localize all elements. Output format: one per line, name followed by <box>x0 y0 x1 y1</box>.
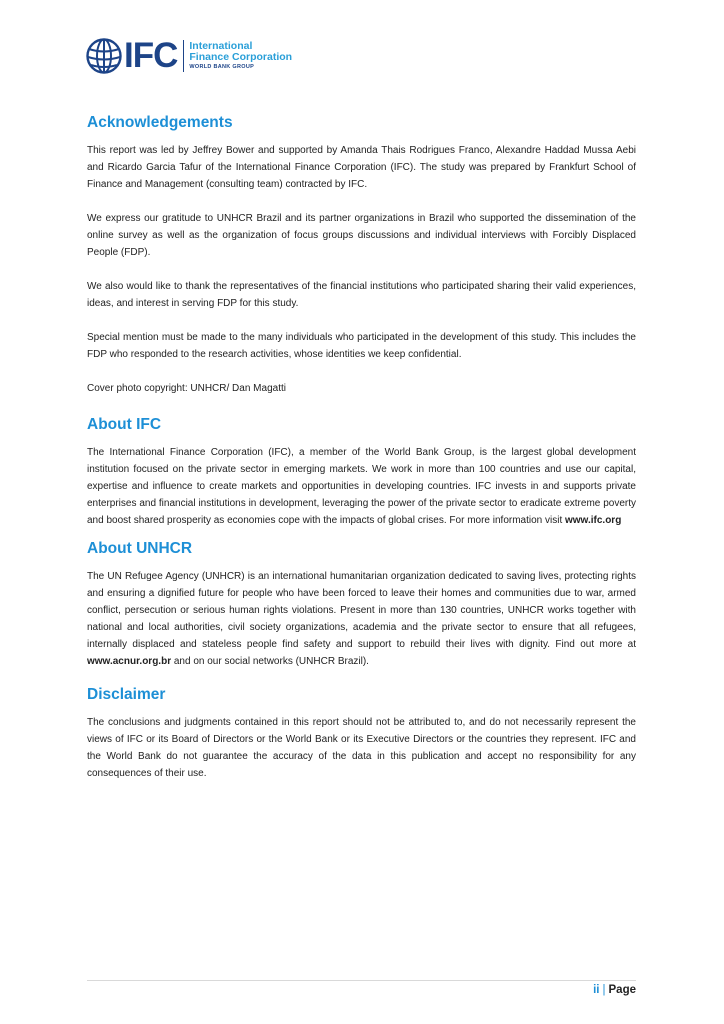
acknowledgements-heading: Acknowledgements <box>87 114 233 131</box>
about-ifc-heading: About IFC <box>87 416 162 433</box>
about-unhcr-heading: About UNHCR <box>87 540 193 557</box>
cover-photo-credit: Cover photo copyright: UNHCR/ Dan Magatti <box>87 383 286 394</box>
disclaimer-paragraph: The conclusions and judgments contained in this report should not be attributed to, and do not necessarily represent the views of IFC or its Board of Directors or the World Bank or its Executive Directors or the countries they represent. IFC and the World Bank do not guarantee the accuracy of the data in this publication and accept no responsibility for any consequences of their use. <box>87 717 636 779</box>
ifc-logo <box>86 36 292 76</box>
logo-divider <box>183 40 184 72</box>
world-bank-globe-icon <box>86 38 122 74</box>
about-ifc-text: The International Finance Corporation (IFC), a member of the World Bank Group, is the largest global development institution focused on the private sector in emerging markets. We work in more than 100 countries and use our capital, expertise and influence to create markets and opportunities in developing countries. IFC invests in and supports private enterprises and financial institutions in development, leveraging the power of the private sector to eradicate extreme poverty and boost shared prosperity as economies cope with the impacts of global crises. For more information visit <box>87 447 636 526</box>
main-content <box>87 112 636 782</box>
acknowledgements-paragraph-3: We also would like to thank the representatives of the financial institutions who participated sharing their valid experiences, ideas, and interest in serving FDP for this study. <box>87 281 636 309</box>
logo-line-world-bank-group: WORLD BANK GROUP <box>189 63 255 70</box>
logo-line-international: International <box>189 39 253 52</box>
acnur-website-link[interactable]: www.acnur.org.br <box>87 656 172 667</box>
about-unhcr-text: The UN Refugee Agency (UNHCR) is an international humanitarian organization dedicated to saving lives, protecting rights and ensuring a dignified future for people who have been forced to leave their homes and communities due to war, armed conflict, persecution or serious human rights violations. Present in more than 130 countries, UNHCR works together with national and local authorities, civil society organizations, academia and the private sector to ensure that all refugees, internally displaced and stateless people find safety and support to rebuild their lives with dignity. Find out more at <box>87 571 636 650</box>
logo-line-finance-corporation: Finance Corporation <box>189 50 293 63</box>
page-footer <box>593 984 636 996</box>
acknowledgements-section <box>87 112 636 397</box>
ifc-website-link[interactable]: www.ifc.org <box>565 515 622 526</box>
disclaimer-section <box>87 684 636 782</box>
about-ifc-section <box>87 414 636 529</box>
about-unhcr-section <box>87 538 636 670</box>
page-number: ii <box>593 984 600 996</box>
footer-separator: | <box>602 984 606 996</box>
disclaimer-heading: Disclaimer <box>87 686 166 703</box>
logo-wordmark: IFC <box>124 36 178 75</box>
about-unhcr-text-end: and on our social networks (UNHCR Brazil). <box>171 656 369 667</box>
footer-rule <box>87 980 636 981</box>
about-ifc-paragraph <box>87 444 636 529</box>
page-label: Page <box>608 984 636 996</box>
acknowledgements-paragraph-1: This report was led by Jeffrey Bower and supported by Amanda Thais Rodrigues Franco, Alexandre Haddad Mussa Aebi and Ricardo Garcia Tafur of the International Finance Corporation (IFC). The study was prepared by Frankfurt School of Finance and Management (consulting team) contracted by IFC. <box>87 145 636 190</box>
acknowledgements-paragraph-4: Special mention must be made to the many individuals who participated in the development of this study. This includes the FDP who responded to the research activities, whose identities we keep confidential. <box>87 332 636 360</box>
about-unhcr-paragraph <box>87 568 636 670</box>
acknowledgements-paragraph-2: We express our gratitude to UNHCR Brazil and its partner organizations in Brazil who supported the dissemination of the online survey as well as the organization of focus groups discussions and individual interviews with Forcibly Displaced People (FDP). <box>87 213 636 258</box>
logo-tagline <box>189 41 292 72</box>
